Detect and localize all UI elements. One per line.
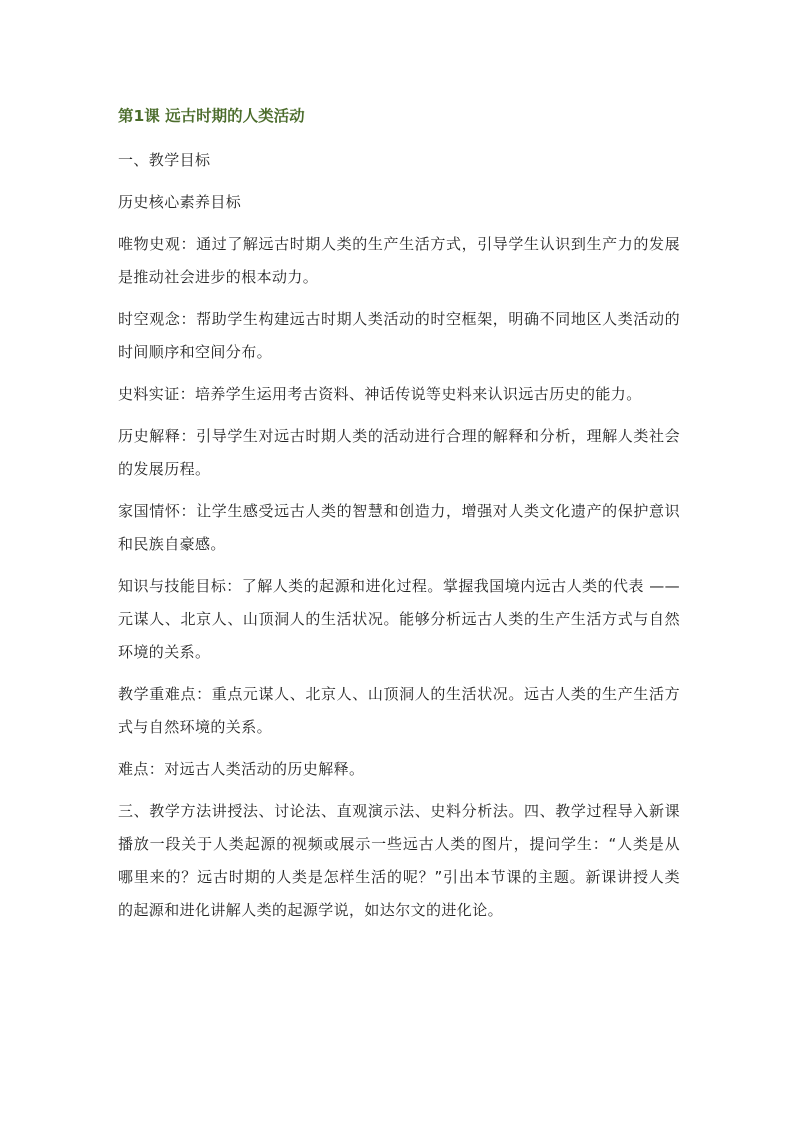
paragraph-space-time-concept: 时空观念：帮助学生构建远古时期人类活动的时空框架，明确不同地区人类活动的时间顺序和空间分布。 [118,310,680,361]
paragraph-key-points: 教学重难点：重点元谋人、北京人、山顶洞人的生活状况。远古人类的生产生活方式与自然环境的关系。 [118,685,680,736]
paragraph-historical-materialism: 唯物史观：通过了解远古时期人类的生产生活方式，引导学生认识到生产力的发展是推动社会进步的根本动力。 [118,235,680,286]
paragraph-difficulties: 难点：对远古人类活动的历史解释。 [118,760,365,778]
paragraph-methods-and-process: 三、教学方法讲授法、讨论法、直观演示法、史料分析法。四、教学过程导入新课播放一段关于人类起源的视频或展示一些远古人类的图片，提问学生：“人类是从哪里来的？远古时期的人类是怎样生活的呢？”引出本节课的主题。新课讲授人类的起源和进化讲解人类的起源学说，如达尔文的进化论。 [118,802,680,919]
section-heading-teaching-goals: 一、教学目标 [118,151,211,169]
lesson-title: 第1课 远古时期的人类活动 [118,107,305,125]
document-page [118,106,680,936]
subheading-core-literacy: 历史核心素养目标 [118,193,242,211]
paragraph-patriotism: 家国情怀：让学生感受远古人类的智慧和创造力，增强对人类文化遗产的保护意识和民族自豪感。 [118,502,680,553]
paragraph-knowledge-skills: 知识与技能目标：了解人类的起源和进化过程。掌握我国境内远古人类的代表 —— 元谋人、北京人、山顶洞人的生活状况。能够分析远古人类的生产生活方式与自然环境的关系。 [118,577,680,661]
paragraph-historical-evidence: 史料实证：培养学生运用考古资料、神话传说等史料来认识远古历史的能力。 [118,385,642,403]
paragraph-historical-interpretation: 历史解释：引导学生对远古时期人类的活动进行合理的解释和分析，理解人类社会的发展历程。 [118,427,680,478]
